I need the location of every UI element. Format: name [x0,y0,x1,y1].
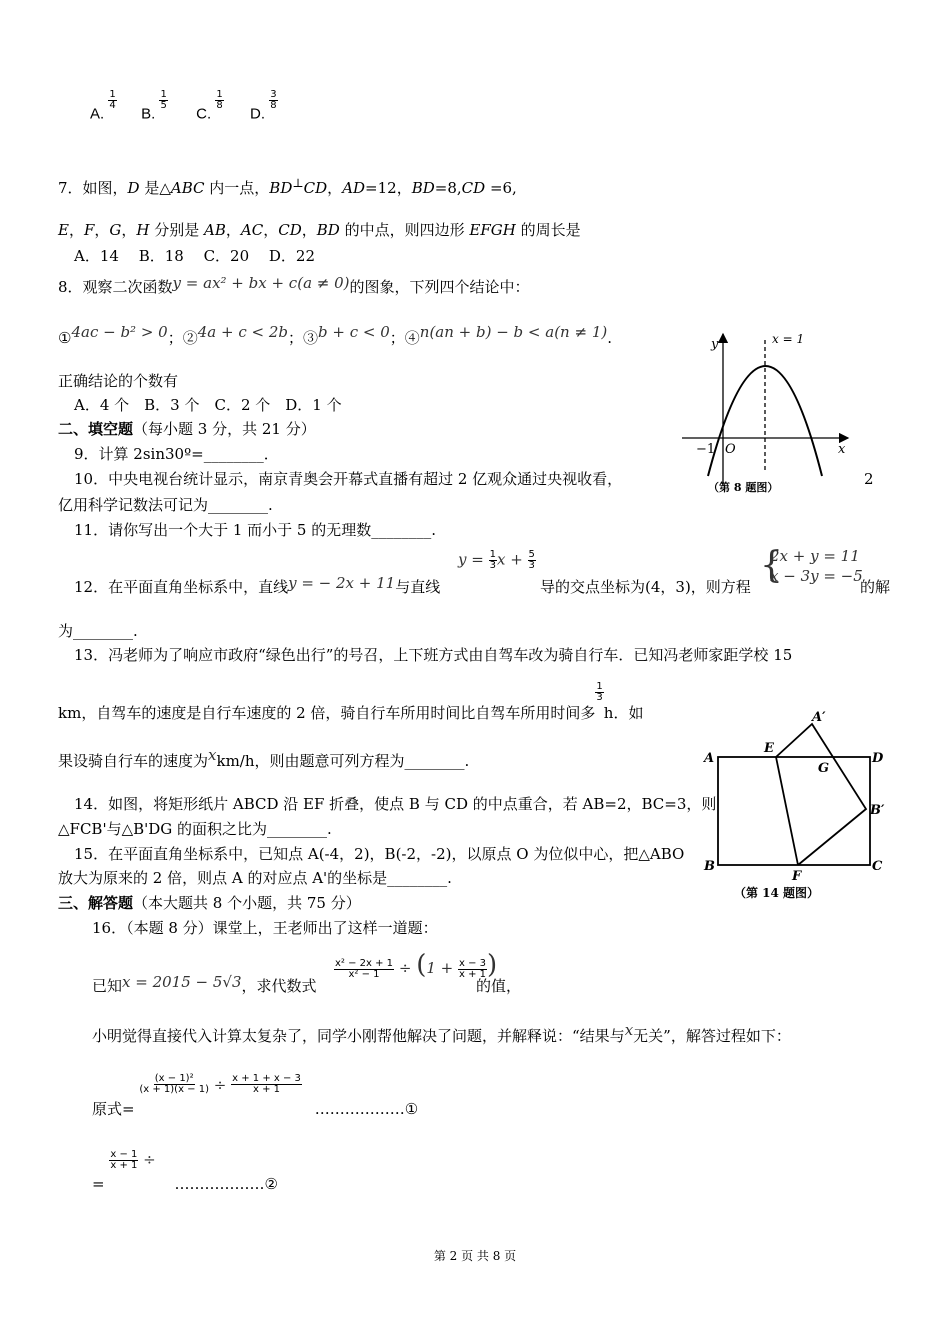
q13-line2: km，自驾车的速度是自行车速度的 2 倍，骑自行车所用时间比自驾车所用时间多 $\frac{1}{3}$ h．如 [58,680,644,722]
q10-trail: 2 [864,470,874,488]
svg-text:G: G [818,761,830,776]
svg-text:B′: B′ [870,803,885,818]
conclusion-4: n(an + b) − b < a(n ≠ 1) [419,323,608,341]
conclusion-3: b + c < 0 [318,323,390,341]
q16-step1: 原式= $\frac{\text{(x − 1)²}}{(x + 1)(x - 1)}$ ÷ $\frac{x + 1 + x - 3}{x + 1}$ ………………① [92,1072,419,1118]
q16-step2: = $\frac{x - 1}{x + 1}$ ÷ ………………② [92,1149,278,1193]
q12-line1-cont: 导的交点坐标为(4，3)，则方程 [540,578,751,596]
q13-line1: 13．冯老师为了响应市政府“绿色出行”的号召，上下班方式由自驾车改为骑自行车．已知冯老师家距学校 15 [74,646,793,664]
svg-text:E: E [764,741,774,756]
option-a-label: A. [90,105,105,123]
q6-options [90,89,278,125]
folded-part [776,724,866,865]
page-footer: 第 2 页 共 8 页 [433,1249,517,1263]
q7-line1: 7．如图，D 是△ABC 内一点，BD⊥CD，AD=12，BD=8,CD =6, [58,176,517,197]
origin-label: O [725,442,736,457]
q8-conclusions: ①4ac − b² > 0；②4a + c < 2b；③b + c < 0；④n(an + b) − b < a(n ≠ 1). [58,323,613,347]
q15-line2: 放大为原来的 2 倍，则点 A 的对应点 A'的坐标是________. [58,869,452,887]
q12-line1: 12．在平面直角坐标系中，直线y = − 2x + 11与直线 [74,574,441,596]
q14-line1: 14．如图，将矩形纸片 ABCD 沿 EF 折叠，使点 B 与 CD 的中点重合，若 AB=2，BC=3，则 [74,795,717,813]
q16-explain: 小明觉得直接代入计算太复杂了，同学小刚帮他解决了问题，并解释说：“结果与x无关”，解答过程如下： [92,1021,791,1045]
q9: 9．计算 2sin30º=________． [74,445,279,463]
q13-line3: 果设骑自行车的速度为xkm/h，则由题意可列方程为________. [58,746,470,770]
q12-end: 的解 [860,578,891,596]
q7-options: A．14 B．18 C．20 D．22 [74,247,316,265]
option-b-label: B. [141,105,156,123]
conclusion-1: 4ac − b² > 0 [71,323,168,341]
svg-text:D: D [872,751,884,766]
svg-text:A: A [704,751,715,766]
option-b-fraction: $\frac{1}{5}$ [160,89,167,111]
q16-given-end: 的值， [476,977,522,995]
q8-options: A．4 个 B．3 个 C．2 个 D．1 个 [74,396,342,414]
svg-text:A′: A′ [812,710,826,725]
q7-line2: E，F，G，H 分别是 AB，AC，CD，BD 的中点，则四边形 EFGH 的周长是 [58,221,581,239]
svg-text:B: B [704,859,715,874]
q11: 11．请你写出一个大于 1 而小于 5 的无理数________. [74,521,437,539]
option-c-fraction: $\frac{1}{8}$ [216,89,223,111]
q8-stem: 8．观察二次函数y = ax² + bx + c(a ≠ 0)的图象，下列四个结论中： [58,274,530,296]
q8-question: 正确结论的个数有 [58,372,179,390]
q10-line1: 10．中央电视台统计显示，南京青奥会开幕式直播有超过 2 亿观众通过央视收看， [74,470,623,488]
q12-line2: 为________. [58,622,138,640]
q16-expression: $\frac{\text{x² − 2x + 1}}{\text{x² − 1}}$ ÷ (1 + $\frac{x - 3}{x + 1}$ ) [335,950,498,980]
fig8-parabola-figure [676,326,856,498]
option-d-label: D. [250,105,266,123]
option-d-fraction: $\frac{3}{8}$ [270,89,277,111]
fig14-fold-figure [700,708,894,904]
line-1-equation: y = − 2x + 11 [288,574,396,592]
x-label: x [838,442,846,457]
option-a-fraction: $\frac{1}{4}$ [109,89,116,111]
fig8-caption: （第 8 题图） [708,481,779,494]
conclusion-2: 4a + c < 2b [197,323,288,341]
svg-text:C: C [872,859,883,874]
q8-function: y = ax² + bx + c(a ≠ 0) [172,274,350,292]
equation-system: { 2x + y = 11 x − 3y = −5 [760,545,863,586]
y-label: y [711,337,719,352]
q14-line2: △FCB'与△B'DG 的面积之比为________. [58,820,332,838]
option-c-label: C. [196,105,212,123]
fig14-caption: （第 14 题图） [734,886,820,900]
section-3-heading: 三、解答题（本大题共 8 个小题，共 75 分） [58,894,361,912]
q10-line2: 亿用科学记数法可记为________. [58,496,273,514]
x-equals-1-label: x = 1 [772,332,805,346]
q15-line1: 15．在平面直角坐标系中，已知点 A(-4，2)，B(-2，-2)，以原点 O 为位似中心，把△ABO [74,845,685,863]
q12-line2-equation: y = $\frac{1}{3}$ x + $\frac{5}{3}$ [458,549,535,571]
svg-text:F: F [792,869,802,884]
q16-given: 已知x = 2015 − 5√3，求代数式 [92,973,317,995]
section-2-heading: 二、填空题（每小题 3 分，共 21 分） [58,420,316,438]
fold-line-ef [776,757,798,865]
q16-head: 16．（本题 8 分）课堂上，王老师出了这样一道题： [92,919,438,937]
neg-one-label: −1 [696,442,716,457]
